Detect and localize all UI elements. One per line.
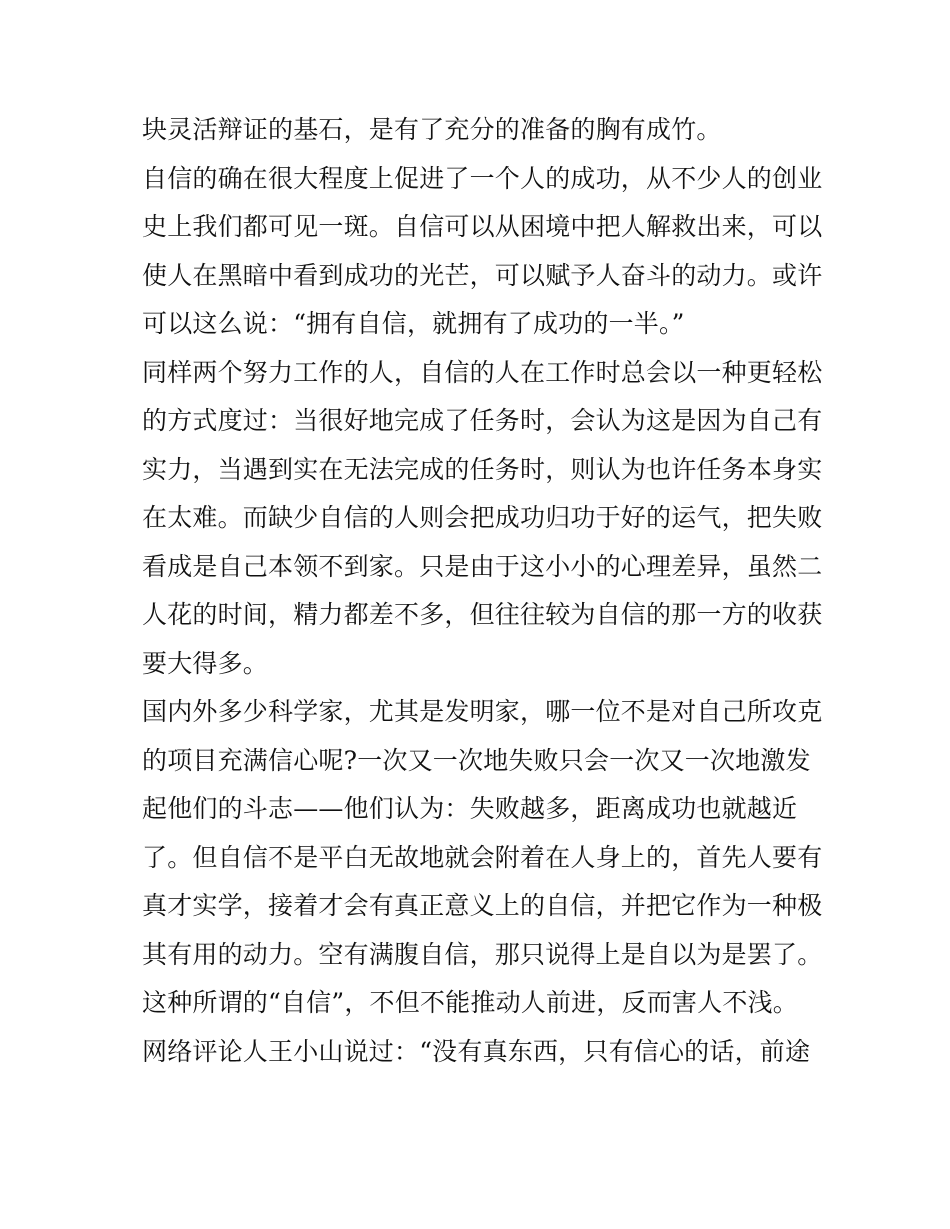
text-line: 的方式度过：当很好地完成了任务时，会认为这是因为自己有 — [142, 406, 823, 435]
text-line: 真才实学，接着才会有真正意义上的自信，并把它作为一种极 — [142, 891, 823, 920]
text-line: 起他们的斗志——他们认为：失败越多，距离成功也就越近 — [142, 794, 798, 823]
text-line: 在太难。而缺少自信的人则会把成功归功于好的运气，把失败 — [142, 503, 823, 532]
text-line: 块灵活辩证的基石，是有了充分的准备的胸有成竹。 — [142, 115, 722, 144]
body-text — [142, 106, 832, 1076]
text-line: 使人在黑暗中看到成功的光芒，可以赋予人奋斗的动力。或许 — [142, 260, 823, 290]
text-line: 网络评论人王小山说过：“没有真东西，只有信心的话，前途 — [142, 1036, 811, 1066]
text-line: 自信的确在很大程度上促进了一个人的成功，从不少人的创业 — [142, 163, 823, 193]
text-line: 史上我们都可见一斑。自信可以从困境中把人解救出来，可以 — [142, 212, 823, 241]
text-line: 要大得多。 — [142, 648, 269, 678]
text-line: 人花的时间，精力都差不多，但往往较为自信的那一方的收获 — [142, 600, 823, 629]
text-line: 可以这么说：“拥有自信，就拥有了成功的一半。” — [142, 309, 685, 338]
text-line: 实力，当遇到实在无法完成的任务时，则认为也许任务本身实 — [142, 454, 823, 484]
text-line: 同样两个努力工作的人，自信的人在工作时总会以一种更轻松 — [142, 357, 823, 387]
text-line: 国内外多少科学家，尤其是发明家，哪一位不是对自己所攻克 — [142, 697, 823, 726]
text-line: 这种所谓的“自信”，不但不能推动人前进，反而害人不浅。 — [142, 988, 798, 1017]
text-line: 了。但自信不是平白无故地就会附着在人身上的，首先人要有 — [142, 842, 823, 872]
text-line: 的项目充满信心呢?一次又一次地失败只会一次又一次地激发 — [142, 745, 811, 775]
text-line: 看成是自己本领不到家。只是由于这小小的心理差异，虽然二 — [142, 551, 823, 581]
text-line: 其有用的动力。空有满腹自信，那只说得上是自以为是罢了。 — [142, 939, 823, 969]
